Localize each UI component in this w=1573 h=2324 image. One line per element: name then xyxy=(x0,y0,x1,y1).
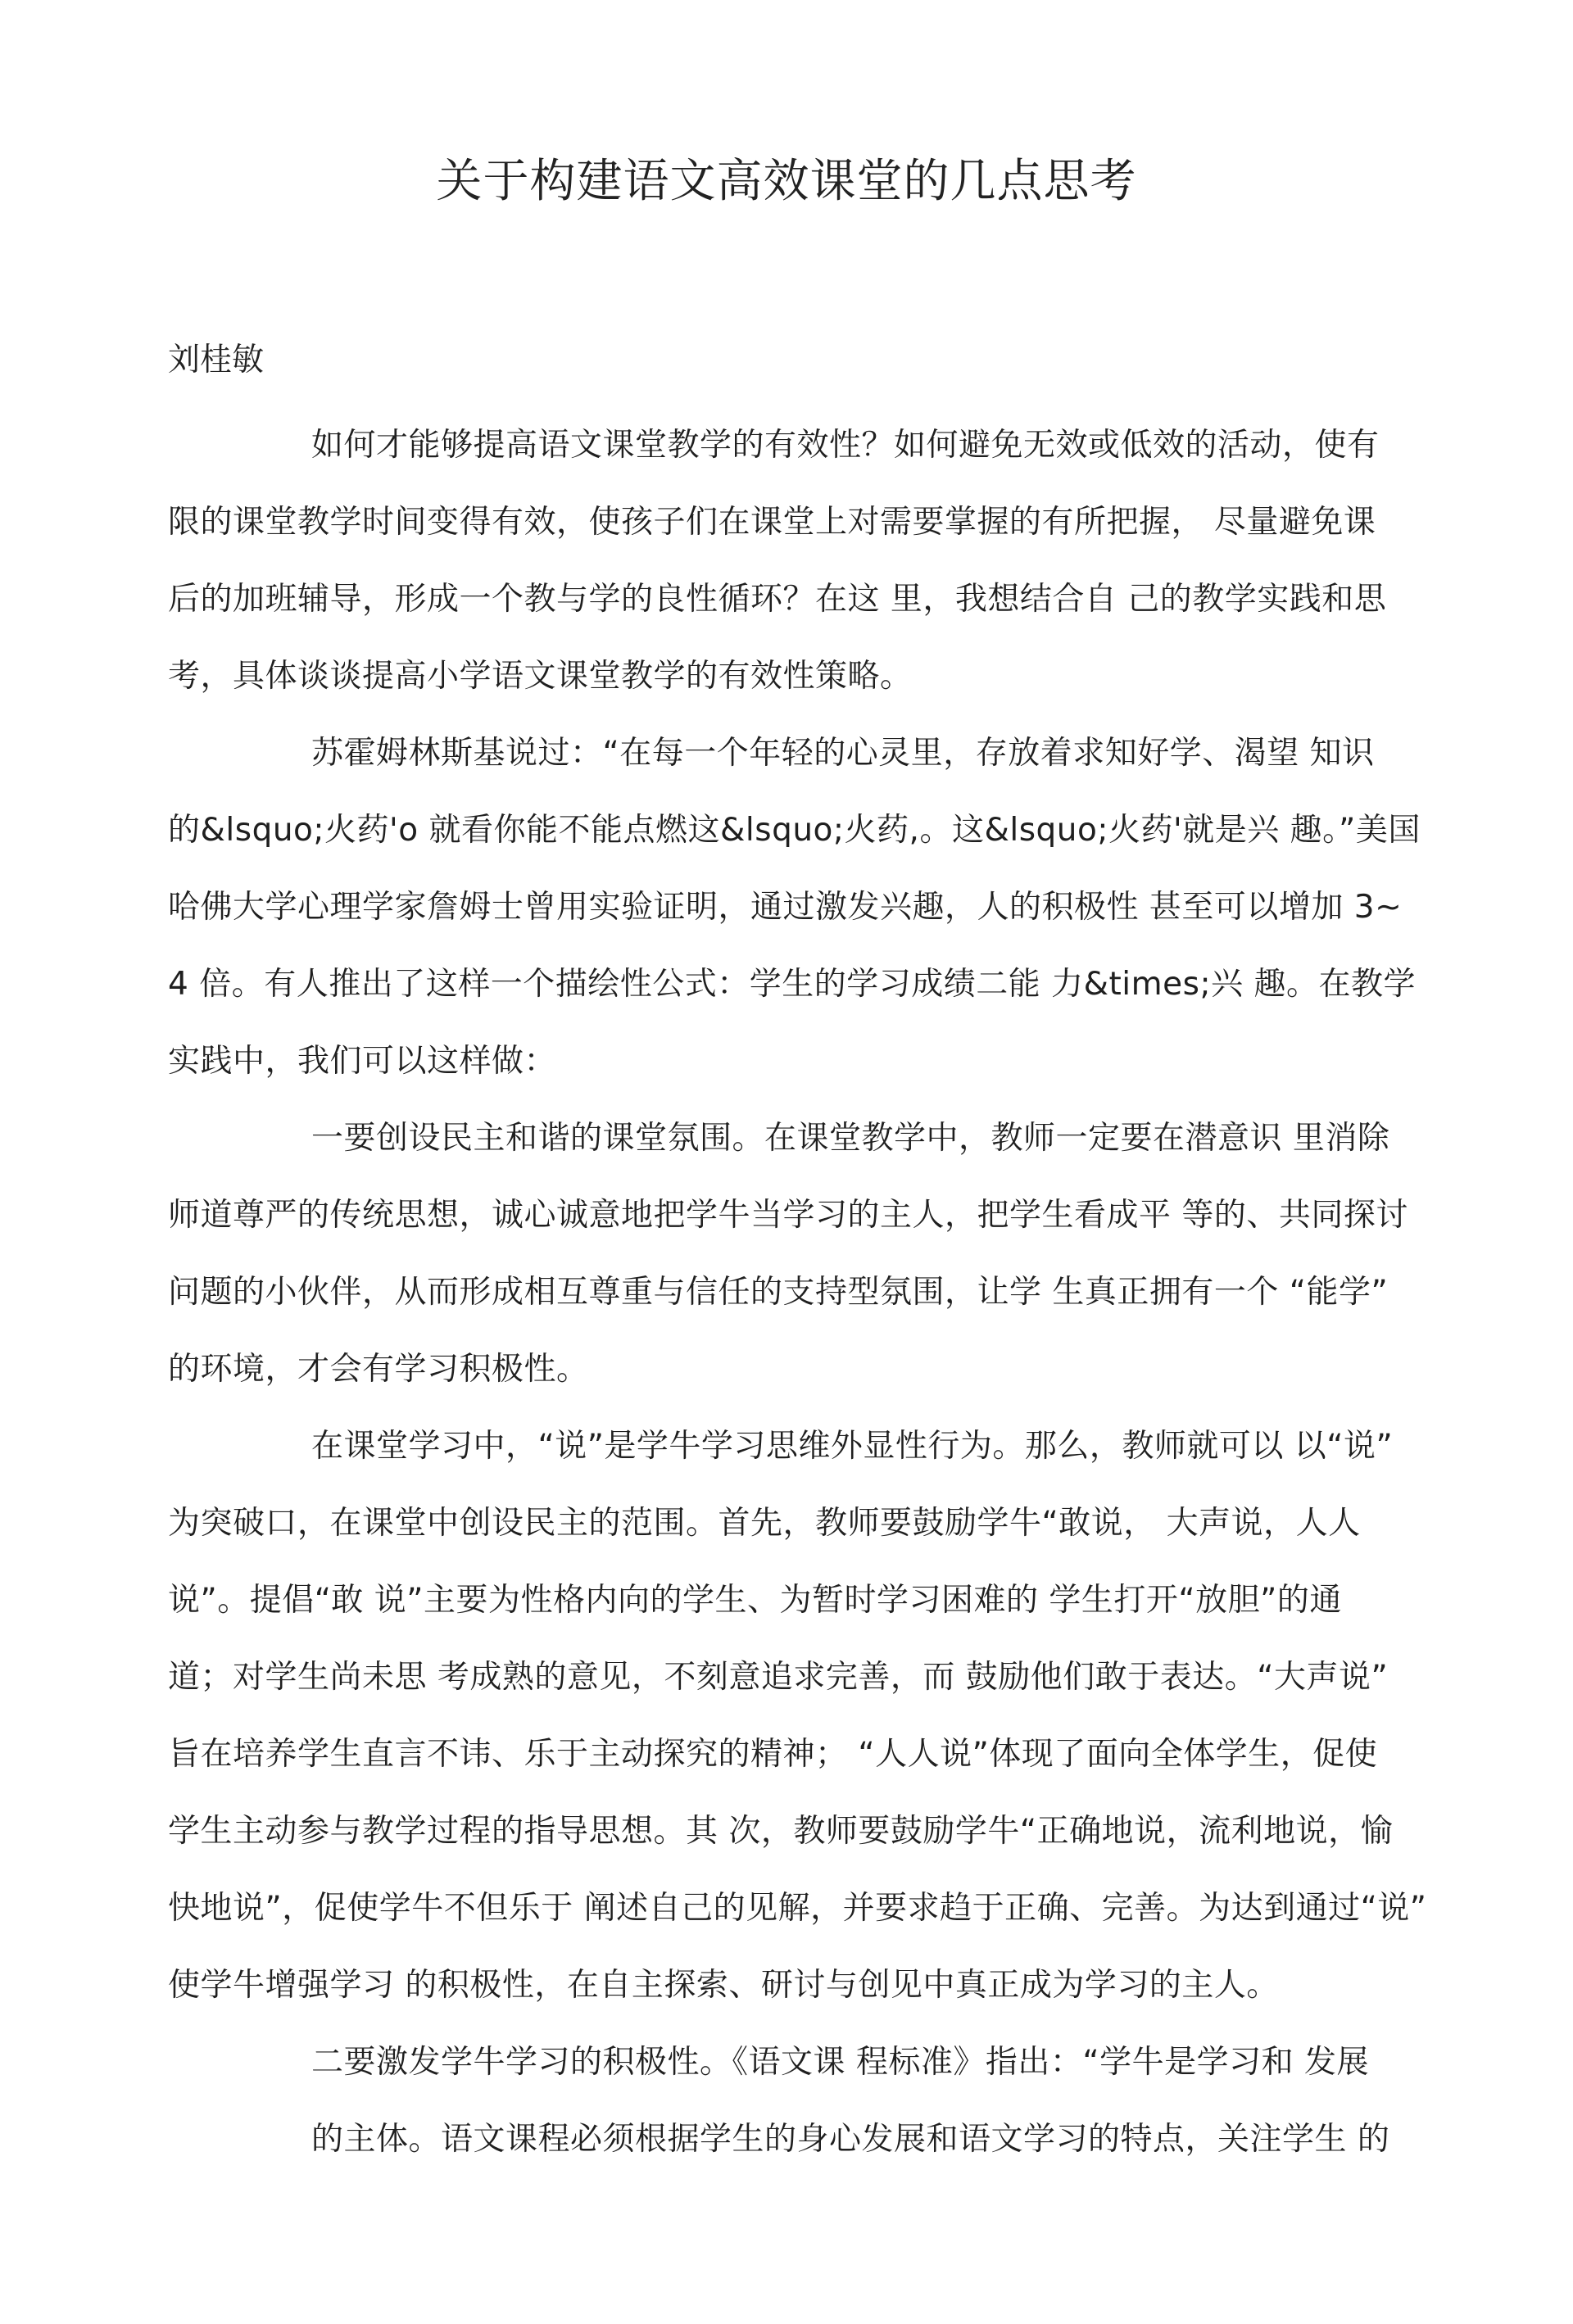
text-line: 苏霍姆林斯基说过：“在每一个年轻的心灵里，存放着求知好学、渴望 知识 xyxy=(311,735,1375,772)
text-line: 哈佛大学心理学家詹姆士曾用实验证明，通过激发兴趣，人的积极性 甚至可以增加 3~ xyxy=(168,889,1403,926)
text-line: 使学牛增强学习 的积极性，在自主探索、研讨与创见中真正成为学习的主人。 xyxy=(168,1967,1279,2004)
text-line: 的主体。语文课程必须根据学生的身心发展和语文学习的特点，关注学生 的 xyxy=(311,2121,1390,2158)
text-line: 的&lsquo;火药'o 就看你能不能点燃这&lsquo;火药,。这&lsquo;火药'就是兴 趣。”美国 xyxy=(168,812,1421,849)
text-line: 实践中，我们可以这样做： xyxy=(168,1043,557,1080)
document-body xyxy=(168,407,1427,2178)
text-line: 二要激发学牛学习的积极性。《语文课 程标准》指出：“学牛是学习和 发展 xyxy=(311,2044,1369,2081)
document-author: 刘桂敏 xyxy=(168,342,265,378)
paragraph xyxy=(168,1100,1413,1408)
text-line: 考，具体谈谈提高小学语文课堂教学的有效性策略。 xyxy=(168,658,913,695)
paragraph xyxy=(168,2024,1413,2178)
text-line: 旨在培养学生直言不讳、乐于主动探究的精神； “人人说”体现了面向全体学生，促使 xyxy=(168,1736,1378,1773)
text-line: 问题的小伙伴，从而形成相互尊重与信任的支持型氛围，让学 生真正拥有一个 “能学” xyxy=(168,1274,1389,1311)
paragraph xyxy=(168,715,1421,1100)
text-line: 的环境，才会有学习积极性。 xyxy=(168,1351,589,1388)
text-line: 为突破口，在课堂中创设民主的范围。首先，教师要鼓励学牛“敢说， 大声说，人人 xyxy=(168,1505,1361,1542)
text-line: 后的加班辅导，形成一个教与学的良性循环？在这 里，我想结合自 己的教学实践和思 xyxy=(168,581,1387,618)
text-line: 4 倍。有人推出了这样一个描绘性公式：学生的学习成绩二能 力&times;兴 趣。在教学 xyxy=(168,966,1416,1003)
text-line: 道；对学生尚未思 考成熟的意见，不刻意追求完善，而 鼓励他们敢于表达。“大声说” xyxy=(168,1659,1389,1696)
text-line: 说”。提倡“敢 说”主要为性格内向的学生、为暂时学习困难的 学生打开“放胆”的通 xyxy=(168,1582,1342,1619)
text-line: 学生主动参与教学过程的指导思想。其 次，教师要鼓励学牛“正确地说，流利地说，愉 xyxy=(168,1813,1394,1850)
text-line: 快地说”，促使学牛不但乐于 阐述自己的见解，并要求趋于正确、完善。为达到通过“说” xyxy=(168,1890,1427,1927)
paragraph xyxy=(168,407,1413,715)
paragraph xyxy=(168,1408,1427,2024)
text-line: 限的课堂教学时间变得有效，使孩子们在课堂上对需要掌握的有所把握， 尽量避免课 xyxy=(168,504,1376,541)
document-title: 关于构建语文高效课堂的几点思考 xyxy=(436,155,1137,208)
text-line: 一要创设民主和谐的课堂氛围。在课堂教学中，教师一定要在潜意识 里消除 xyxy=(311,1120,1390,1157)
text-line: 师道尊严的传统思想，诚心诚意地把学牛当学习的主人，把学生看成平 等的、共同探讨 xyxy=(168,1197,1408,1234)
text-line: 如何才能够提高语文课堂教学的有效性？如何避免无效或低效的活动，使有 xyxy=(311,427,1380,464)
text-line: 在课堂学习中，“说”是学牛学习思维外显性行为。那么，教师就可以 以“说” xyxy=(311,1428,1394,1465)
